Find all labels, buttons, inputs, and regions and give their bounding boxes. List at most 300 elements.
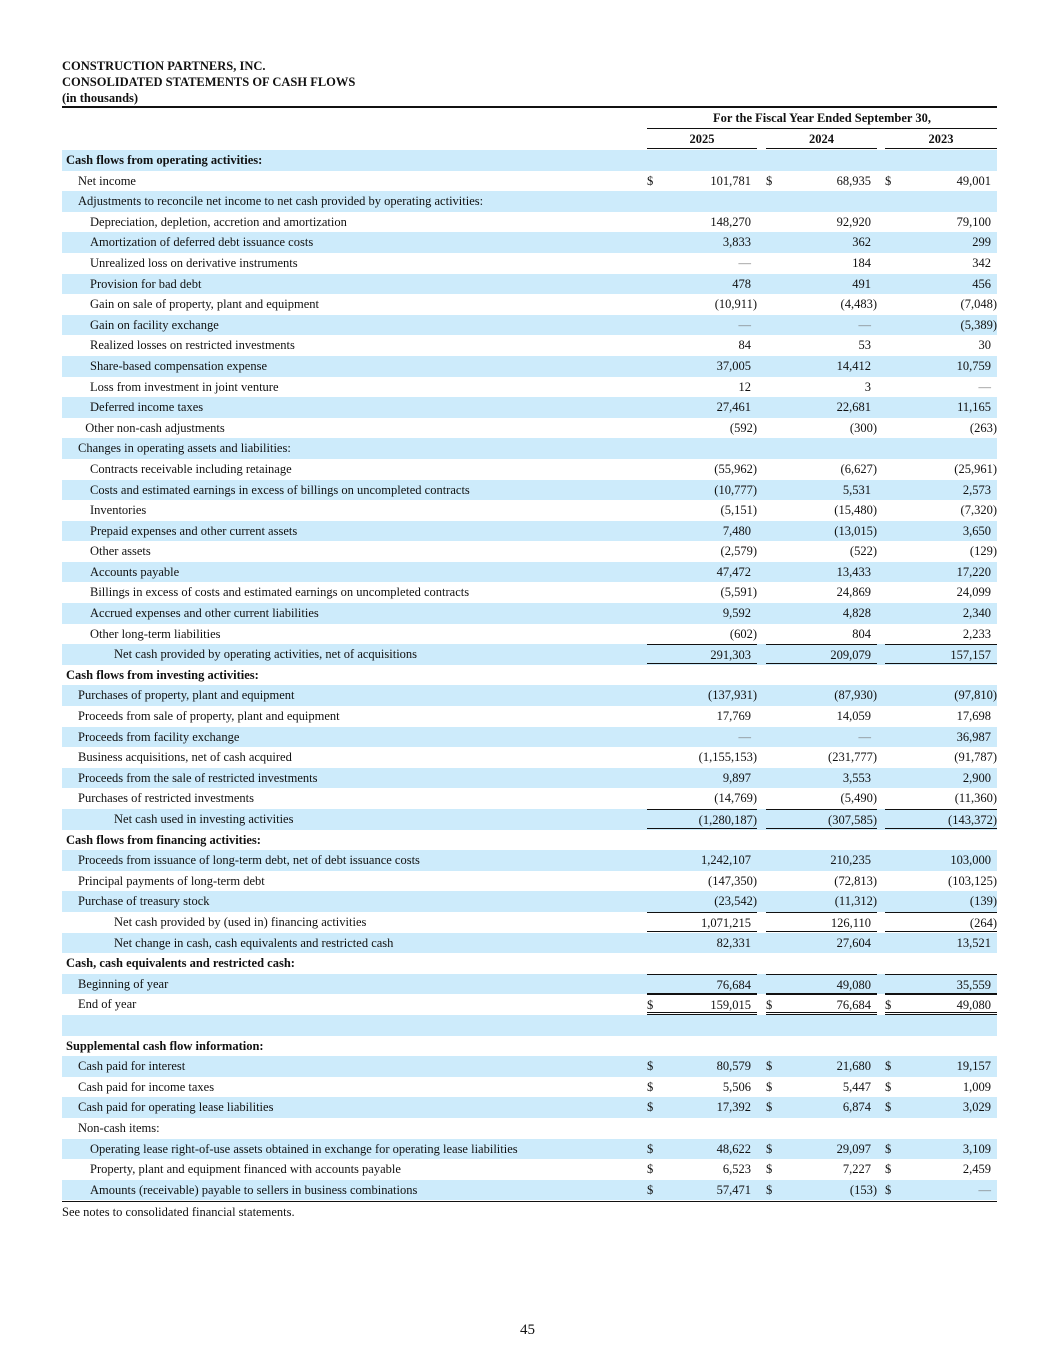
value-cell-2024 [766,521,877,542]
table-row [62,912,997,933]
value-cell-2023 [885,644,997,664]
amount: 48,622 [716,1141,751,1156]
value-cell-2023 [885,624,997,645]
row-label: Proceeds from facility exchange [78,729,240,744]
amount: (300) [849,420,877,435]
table-row [62,706,997,727]
amount: — [858,317,871,332]
value-cell-2023 [885,747,997,768]
amount: 491 [852,276,871,291]
row-label: Other assets [90,544,151,559]
footnote: See notes to consolidated financial statements. [62,1205,295,1219]
currency-symbol: $ [766,1141,773,1156]
value-cell-2025 [647,212,757,233]
amount: 13,521 [956,935,991,950]
row-label: Operating lease right-of-use assets obtained in exchange for operating lease liabilities [90,1141,518,1156]
table-row [62,500,997,521]
row-label: Proceeds from sale of property, plant and equipment [78,709,340,724]
row-label: Cash paid for income taxes [78,1079,215,1094]
table-row [62,994,997,1015]
row-label: Property, plant and equipment financed with accounts payable [90,1162,401,1177]
value-cell-2024 [766,171,877,192]
amount: 68,935 [836,173,871,188]
amount: 1,242,107 [701,853,751,868]
value-cell-2023 [885,788,997,809]
value-cell-2024 [766,809,877,829]
amount: 157,157 [950,648,991,663]
currency-symbol: $ [766,1079,773,1094]
amount: (231,777) [828,750,877,765]
row-label: Billings in excess of costs and estimated earnings on uncompleted contracts [90,585,470,600]
amount: 126,110 [830,915,871,930]
table-row [62,459,997,480]
units-note: (in thousands) [62,91,139,105]
header-rule [62,106,997,108]
amount: 2,340 [962,606,991,621]
amount: 17,769 [716,709,751,724]
value-cell-2025 [647,747,757,768]
value-cell-2025 [647,541,757,562]
amount: 101,781 [710,173,751,188]
value-cell-2023 [885,356,997,377]
row-label: Gain on sale of property, plant and equipment [90,297,319,312]
amount: 14,412 [836,358,871,373]
amount: 17,698 [956,709,991,724]
value-cell-2024 [766,624,877,645]
row-label: Changes in operating assets and liabilities: [78,441,291,456]
amount: 24,869 [836,585,871,600]
value-cell-2025 [647,1159,757,1180]
table-row [62,253,997,274]
value-cell-2023 [885,274,997,295]
row-label: Amounts (receivable) payable to sellers in business combinations [90,1182,418,1197]
amount: (137,931) [708,688,757,703]
row-label: Net cash provided by operating activities, net of acquisitions [114,647,418,662]
table-row [62,191,997,212]
value-cell-2023 [885,727,997,748]
amount: (6,627) [840,461,877,476]
value-cell-2024 [766,788,877,809]
amount: (143,372) [948,813,997,827]
table-row [62,232,997,253]
value-cell-2024 [766,727,877,748]
row-label: Accounts payable [90,564,180,579]
value-cell-2024 [766,994,877,1015]
currency-symbol: $ [885,1100,892,1115]
row-label: Contracts receivable including retainage [90,461,292,476]
amount: 12 [738,379,751,394]
table-row [62,315,997,336]
amount: 804 [852,626,871,641]
statement-title: CONSOLIDATED STATEMENTS OF CASH FLOWS [62,75,356,89]
table-row [62,521,997,542]
value-cell-2025 [647,274,757,295]
value-cell-2024 [766,232,877,253]
value-cell-2023 [885,706,997,727]
value-cell-2025 [647,315,757,336]
value-cell-2024 [766,933,877,954]
table-row [62,1139,997,1160]
amount: — [978,379,991,394]
table-row [62,541,997,562]
amount: (10,777) [714,482,757,497]
amount: 29,097 [836,1141,871,1156]
row-label: Other long-term liabilities [90,626,221,641]
year-rule [885,148,997,149]
amount: 76,684 [716,977,751,992]
value-cell-2024 [766,644,877,664]
value-cell-2025 [647,500,757,521]
amount: 159,015 [710,998,751,1013]
table-row [62,603,997,624]
value-cell-2024 [766,685,877,706]
year-rule [647,148,757,149]
amount: 5,506 [722,1079,751,1094]
section-header-row [62,150,997,171]
value-cell-2023 [885,809,997,829]
value-cell-2023 [885,397,997,418]
amount: (11,312) [834,894,877,909]
table-row [62,871,997,892]
row-label: Purchase of treasury stock [78,894,210,909]
amount: 3,029 [962,1100,991,1115]
value-cell-2023 [885,521,997,542]
table-row [62,397,997,418]
amount: 57,471 [716,1182,751,1197]
value-cell-2023 [885,1180,997,1201]
table-row [62,377,997,398]
value-cell-2023 [885,294,997,315]
value-cell-2025 [647,1139,757,1160]
amount: (263) [969,420,997,435]
year-header-2023: 2023 [928,132,954,146]
row-label: Unrealized loss on derivative instruments [90,255,298,270]
amount: (5,591) [720,585,757,600]
table-row [62,418,997,439]
table-row [62,1118,997,1139]
amount: (5,151) [720,503,757,518]
value-cell-2023 [885,1139,997,1160]
amount: 13,433 [836,564,871,579]
value-cell-2025 [647,685,757,706]
value-cell-2024 [766,562,877,583]
table-row [62,335,997,356]
section-header-row [62,830,997,851]
currency-symbol: $ [885,1079,892,1094]
page-number: 45 [520,1322,535,1338]
currency-symbol: $ [766,173,773,188]
amount: (5,389) [960,317,997,332]
value-cell-2023 [885,253,997,274]
value-cell-2024 [766,294,877,315]
amount: 36,987 [956,729,991,744]
period-title: For the Fiscal Year Ended September 30, [713,111,931,125]
amount: 3 [864,379,871,394]
value-cell-2024 [766,253,877,274]
section-label: Cash, cash equivalents and restricted cash: [66,956,295,971]
amount: 2,573 [962,482,991,497]
row-label: Depreciation, depletion, accretion and amortization [90,214,347,229]
row-label: Adjustments to reconcile net income to net cash provided by operating activities: [78,194,484,209]
value-cell-2025 [647,891,757,912]
amount: 37,005 [716,358,751,373]
amount: (139) [969,894,997,909]
amount: 4,828 [842,606,871,621]
amount: (147,350) [708,873,757,888]
amount: (7,320) [960,503,997,518]
value-cell-2023 [885,171,997,192]
row-label: Beginning of year [78,976,169,991]
currency-symbol: $ [766,1162,773,1177]
value-cell-2025 [647,644,757,664]
amount: (72,813) [834,873,877,888]
value-cell-2024 [766,1159,877,1180]
table-row [62,891,997,912]
row-label: Net cash provided by (used in) financing activities [114,914,367,929]
table-row [62,727,997,748]
value-cell-2023 [885,1056,997,1077]
year-rule [766,148,877,149]
table-row [62,438,997,459]
row-label: Purchases of restricted investments [78,791,254,806]
row-label: Deferred income taxes [90,400,204,415]
value-cell-2023 [885,315,997,336]
value-cell-2023 [885,541,997,562]
value-cell-2025 [647,788,757,809]
value-cell-2025 [647,603,757,624]
value-cell-2025 [647,294,757,315]
currency-symbol: $ [647,1079,654,1094]
value-cell-2023 [885,232,997,253]
row-label: Cash paid for operating lease liabilities [78,1100,274,1115]
table-row [62,562,997,583]
amount: 456 [972,276,991,291]
amount: 3,833 [722,235,751,250]
amount: 21,680 [836,1059,871,1074]
value-cell-2024 [766,541,877,562]
period-title-rule [647,128,997,129]
table-row [62,356,997,377]
table-row [62,1097,997,1118]
currency-symbol: $ [766,1182,773,1197]
value-cell-2024 [766,1056,877,1077]
currency-symbol: $ [885,1182,892,1197]
value-cell-2025 [647,232,757,253]
value-cell-2024 [766,706,877,727]
value-cell-2025 [647,933,757,954]
value-cell-2025 [647,974,757,994]
row-label: Principal payments of long-term debt [78,873,265,888]
amount: 80,579 [716,1059,751,1074]
row-label: Amortization of deferred debt issuance costs [90,235,314,250]
amount: 1,009 [962,1079,991,1094]
table-row [62,480,997,501]
amount: 22,681 [836,400,871,415]
amount: 184 [852,255,871,270]
value-cell-2024 [766,871,877,892]
value-cell-2025 [647,377,757,398]
currency-symbol: $ [647,1059,654,1074]
table-row [62,294,997,315]
amount: 19,157 [956,1059,991,1074]
amount: (103,125) [948,873,997,888]
row-label: Costs and estimated earnings in excess of billings on uncompleted contracts [90,482,470,497]
row-label: Net income [78,173,136,188]
value-cell-2023 [885,500,997,521]
amount: 17,392 [716,1100,751,1115]
cash-flow-table [62,150,997,1200]
value-cell-2025 [647,727,757,748]
currency-symbol: $ [647,1100,654,1115]
amount: 478 [732,276,751,291]
table-row [62,171,997,192]
value-cell-2025 [647,768,757,789]
value-cell-2024 [766,1180,877,1201]
value-cell-2023 [885,1077,997,1098]
value-cell-2024 [766,377,877,398]
table-row [62,747,997,768]
amount: — [858,729,871,744]
row-label: Proceeds from issuance of long-term debt, net of debt issuance costs [78,853,420,868]
value-cell-2023 [885,212,997,233]
value-cell-2025 [647,459,757,480]
amount: (15,480) [834,503,877,518]
amount: 49,080 [956,998,991,1013]
amount: 209,079 [830,648,871,663]
value-cell-2025 [647,1097,757,1118]
value-cell-2025 [647,480,757,501]
value-cell-2024 [766,480,877,501]
currency-symbol: $ [647,1182,654,1197]
amount: (1,155,153) [698,750,757,765]
table-row [62,1056,997,1077]
amount: 291,303 [710,648,751,663]
value-cell-2023 [885,603,997,624]
amount: (87,930) [834,688,877,703]
value-cell-2025 [647,624,757,645]
amount: 9,897 [722,770,751,785]
row-label: Business acquisitions, net of cash acquired [78,750,292,765]
table-row [62,685,997,706]
value-cell-2023 [885,685,997,706]
amount: 3,109 [962,1141,991,1156]
value-cell-2024 [766,1097,877,1118]
amount: 210,235 [830,853,871,868]
amount: — [738,255,751,270]
amount: 2,233 [962,626,991,641]
currency-symbol: $ [766,998,773,1013]
amount: 7,480 [722,523,751,538]
row-label: Net cash used in investing activities [114,812,294,826]
table-row [62,974,997,995]
section-label: Cash flows from financing activities: [66,832,261,847]
amount: (522) [849,544,877,559]
amount: (129) [969,544,997,559]
table-row [62,1180,997,1201]
amount: (2,579) [720,544,757,559]
row-label: Inventories [90,503,147,518]
value-cell-2025 [647,1180,757,1201]
currency-symbol: $ [647,1162,654,1177]
row-label: Non-cash items: [78,1120,160,1135]
value-cell-2025 [647,171,757,192]
year-header-2024: 2024 [809,132,834,146]
amount: 2,900 [962,770,991,785]
value-cell-2024 [766,459,877,480]
value-cell-2024 [766,582,877,603]
amount: 6,874 [842,1100,871,1115]
row-label: Loss from investment in joint venture [90,379,279,394]
value-cell-2024 [766,891,877,912]
value-cell-2025 [647,809,757,829]
table-row [62,788,997,809]
amount: (10,911) [714,297,757,312]
amount: (592) [729,420,757,435]
table-row [62,1077,997,1098]
amount: 27,604 [836,935,871,950]
amount: (55,962) [714,461,757,476]
table-row [62,1015,997,1036]
value-cell-2024 [766,212,877,233]
row-label: Provision for bad debt [90,276,202,291]
value-cell-2025 [647,871,757,892]
currency-symbol: $ [885,1162,892,1177]
value-cell-2023 [885,562,997,583]
amount: 3,650 [962,523,991,538]
amount: 47,472 [716,564,751,579]
amount: 79,100 [956,214,991,229]
value-cell-2023 [885,974,997,994]
amount: 1,071,215 [701,915,751,930]
value-cell-2024 [766,335,877,356]
value-cell-2025 [647,582,757,603]
value-cell-2025 [647,397,757,418]
row-label: Prepaid expenses and other current assets [90,523,298,538]
section-header-row [62,1036,997,1057]
currency-symbol: $ [885,1059,892,1074]
company-name: CONSTRUCTION PARTNERS, INC. [62,59,266,73]
amount: 49,001 [956,173,991,188]
value-cell-2025 [647,1077,757,1098]
amount: (5,490) [840,791,877,806]
value-cell-2023 [885,933,997,954]
value-cell-2023 [885,480,997,501]
value-cell-2024 [766,356,877,377]
value-cell-2023 [885,871,997,892]
row-label: Proceeds from the sale of restricted investments [78,770,318,785]
amount: 2,459 [962,1162,991,1177]
table-row [62,624,997,645]
amount: 10,759 [956,358,991,373]
amount: 14,059 [836,709,871,724]
amount: (1,280,187) [698,813,757,827]
value-cell-2024 [766,315,877,336]
value-cell-2023 [885,912,997,932]
amount: 35,559 [956,977,991,992]
amount: (13,015) [834,523,877,538]
amount: 53 [858,338,871,353]
amount: 17,220 [956,564,991,579]
value-cell-2025 [647,521,757,542]
row-label: Net change in cash, cash equivalents and restricted cash [114,935,394,950]
amount: 103,000 [950,853,991,868]
amount: (307,585) [828,813,877,827]
value-cell-2025 [647,912,757,932]
value-cell-2025 [647,562,757,583]
table-bottom-rule [62,1201,997,1202]
value-cell-2023 [885,1159,997,1180]
currency-symbol: $ [766,1100,773,1115]
